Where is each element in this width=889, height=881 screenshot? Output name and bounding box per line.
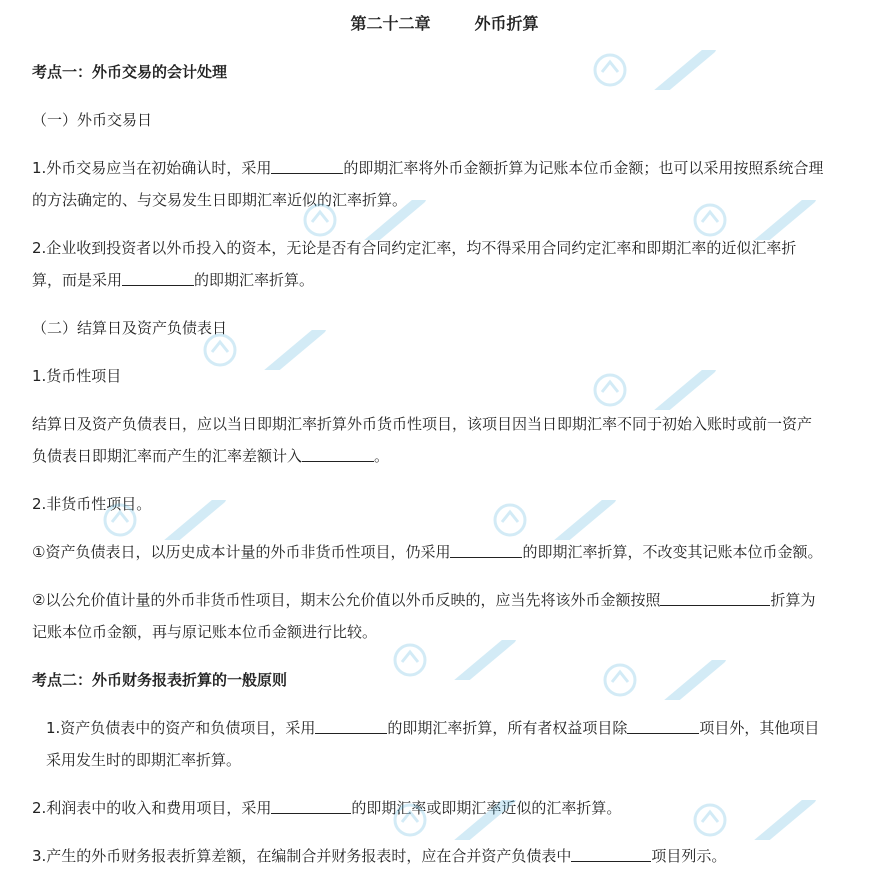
fill-blank [660,588,770,606]
fill-blank [302,444,374,462]
section-heading-2: 考点二：外币财务报表折算的一般原则 [32,671,288,689]
fill-blank [627,716,699,734]
fill-blank [315,716,387,734]
paragraph-6-line-2: 采用发生时的即期汇率折算。 [46,751,242,769]
page-title [0,8,889,40]
fill-blank [122,268,194,286]
paragraph-5-line-2: 记账本位币金额，再与原记账本位币金额进行比较。 [32,623,378,641]
paragraph-2-line-1: 2.企业收到投资者以外币投入的资本，无论是否有合同约定汇率，均不得采用合同约定汇率和即期汇率的近似汇率折 [32,239,797,257]
fill-blank [450,540,522,558]
section-heading-1: 考点一：外币交易的会计处理 [32,63,228,81]
paragraph-6-line-1: 1.资产负债表中的资产和负债项目，采用 的即期汇率折算，所有者权益项目除 项目外，其他项目 [46,712,872,744]
paragraph-4: ①资产负债表日，以历史成本计量的外币非货币性项目，仍采用 的即期汇率折算，不改变其记账本位币金额。 [32,536,872,568]
paragraph-1-line-1: 1.外币交易应当在初始确认时，采用 的即期汇率将外币金额折算为记账本位币金额；也可以采用按照系统合理 [32,152,872,184]
paragraph-3-line-1: 结算日及资产负债表日，应以当日即期汇率折算外币货币性项目，该项目因当日即期汇率不同于初始入账时或前一资产 [32,415,813,433]
subheading-transaction-date: （一）外币交易日 [32,111,153,129]
paragraph-5-line-1: ②以公允价值计量的外币非货币性项目，期末公允价值以外币反映的，应当先将该外币金额按照 折算为 [32,584,872,616]
item-non-monetary: 2.非货币性项目。 [32,495,152,513]
subheading-settlement-date: （二）结算日及资产负债表日 [32,319,228,337]
paragraph-1-line-2: 的方法确定的、与交易发生日即期汇率近似的汇率折算。 [32,191,408,209]
paragraph-2-line-2: 算，而是采用 的即期汇率折算。 [32,264,872,296]
paragraph-8: 3.产生的外币财务报表折算差额，在编制合并财务报表时，应在合并资产负债表中 项目列示。 [32,840,872,872]
paragraph-3-line-2: 负债表日即期汇率而产生的汇率差额计入 。 [32,440,872,472]
fill-blank [571,844,651,862]
item-monetary: 1.货币性项目 [32,367,122,385]
fill-blank [271,796,351,814]
paragraph-7: 2.利润表中的收入和费用项目，采用 的即期汇率或即期汇率近似的汇率折算。 [32,792,872,824]
chapter-number: 第二十二章 [350,14,431,33]
fill-blank [271,156,343,174]
chapter-name: 外币折算 [474,14,539,33]
